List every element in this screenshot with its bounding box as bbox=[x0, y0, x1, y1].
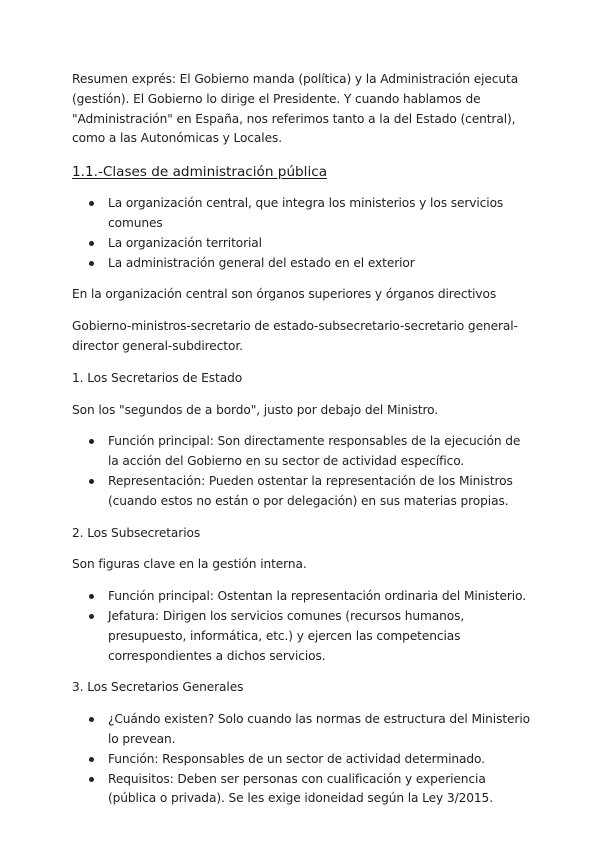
list-item: Requisitos: Deben ser personas con cualificación y experiencia (pública o privada). Se les exige idoneidad según la Ley 3/2015. bbox=[72, 770, 532, 810]
list-item: Función: Responsables de un sector de actividad determinado. bbox=[72, 750, 532, 770]
secretarios-estado-list bbox=[72, 432, 532, 511]
subsection-description: Son figuras clave en la gestión interna. bbox=[72, 557, 307, 572]
list-item: Jefatura: Dirigen los servicios comunes (recursos humanos, presupuesto, informática, etc.) y ejercen las competencias correspondientes a dichos servicios. bbox=[72, 607, 532, 666]
intro-paragraph: Resumen exprés: El Gobierno manda (política) y la Administración ejecuta (gestión). El Gobierno lo dirige el Presidente. Y cuando hablamos de "Administración" en España, nos referimos tanto a la del Estado (central), como a las Autonómicas y Locales. bbox=[72, 72, 519, 146]
subsection-title: 1. Los Secretarios de Estado bbox=[72, 370, 243, 385]
subsection-description: Son los "segundos de a bordo", justo por debajo del Ministro. bbox=[72, 402, 439, 417]
section-heading: 1.1.-Clases de administración pública bbox=[72, 164, 328, 181]
organos-paragraph: En la organización central son órganos superiores y órganos directivos bbox=[72, 287, 497, 302]
list-item: La organización territorial bbox=[72, 234, 532, 254]
list-item: La administración general del estado en el exterior bbox=[72, 254, 532, 274]
list-item: Función principal: Ostentan la representación ordinaria del Ministerio. bbox=[72, 587, 532, 607]
secretarios-generales-list bbox=[72, 710, 532, 809]
clases-list bbox=[72, 194, 532, 273]
subsecretarios-list bbox=[72, 587, 532, 666]
subsection-title: 3. Los Secretarios Generales bbox=[72, 680, 244, 695]
document-body bbox=[72, 70, 532, 809]
list-item: Función principal: Son directamente responsables de la ejecución de la acción del Gobierno en su sector de actividad específico. bbox=[72, 432, 532, 472]
list-item: La organización central, que integra los ministerios y los servicios comunes bbox=[72, 194, 532, 234]
subsection-title: 2. Los Subsecretarios bbox=[72, 525, 201, 540]
jerarquia-paragraph: Gobierno-ministros-secretario de estado-subsecretario-secretario general-director general-subdirector. bbox=[72, 319, 518, 353]
list-item: ¿Cuándo existen? Solo cuando las normas de estructura del Ministerio lo prevean. bbox=[72, 710, 532, 750]
list-item: Representación: Pueden ostentar la representación de los Ministros (cuando estos no están o por delegación) en sus materias propias. bbox=[72, 472, 532, 512]
